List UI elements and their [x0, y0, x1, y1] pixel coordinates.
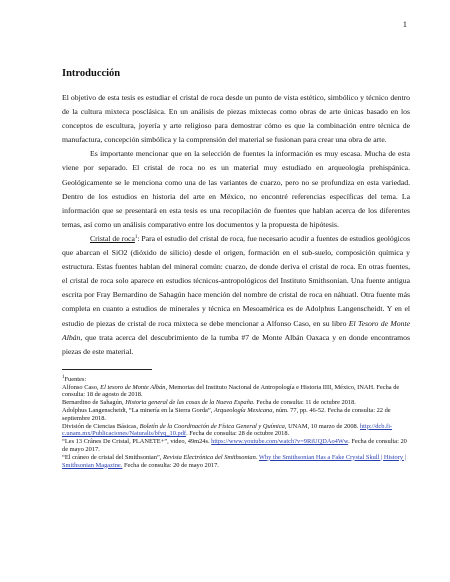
reference-caso	[62, 384, 410, 400]
footnote-number: 1	[62, 374, 65, 380]
reference-sahagun	[62, 399, 410, 407]
footnotes	[62, 376, 410, 470]
ref-title: Arqueología Mexicana	[213, 406, 273, 414]
paragraph-rock-crystal	[62, 232, 410, 359]
reference-smithsonian	[62, 454, 410, 470]
ref-title: Boletín de la Coordinación de Física General y Química	[139, 422, 285, 430]
ref-text: Alfonso Caso,	[62, 383, 101, 391]
ref-link[interactable]: http://dcb.fi-c.unam.mx/Publicaciones/Naturalis/bfyq_10.pdf	[62, 422, 393, 438]
book-title: El Tesoro de Monte Albán	[62, 318, 410, 342]
ref-link[interactable]: https://www.youtube.com/watch?v=9RiUQDAo4Ww	[211, 438, 349, 446]
paragraph-objective: El objetivo de esta tesis es estudiar el cristal de roca desde un punto de vista estético, simbólico y técnico dentro de la cultura mixteca posclásica. En un análisis de piezas mixtecas como obras de arte únicas basado en los conceptos de escultura, joyería y arte religioso para demostrar cómo es que la combinación entre técnica de manufactura, concepción simbólica y la comprensión del material se fusionan para crear una obra de arte.	[62, 93, 410, 145]
ref-text: Adolphus Langenscheidt, “La minería en la Sierra Gorda”,	[62, 406, 214, 414]
ref-text: “Les 13 Crânes De Cristal, PLANETE+”, video, 49m24s.	[62, 438, 212, 446]
ref-text: . Fecha de consulta: 11 de octubre 2018.	[253, 399, 356, 407]
rock-crystal-text-b: , que trata acerca del descubrimiento de la tumba #7 de Monte Albán Oaxaca y en donde encontramos piezas de este material.	[62, 332, 410, 356]
ref-text: .	[255, 453, 259, 461]
ref-text: , UNAM, 10 marzo de 2008.	[284, 422, 359, 430]
ref-text: División de Ciencias Básicas,	[62, 422, 140, 430]
footnote-marker[interactable]: 1	[134, 234, 138, 240]
ref-text: “El cráneo de cristal del Smithsonian”,	[62, 453, 163, 461]
footnote-divider	[62, 369, 152, 370]
page-number: 1	[402, 19, 407, 29]
page-content	[62, 68, 410, 469]
footnote-intro	[62, 376, 410, 384]
ref-text: . Fecha de consulta: 20 de mayo 2017.	[62, 438, 407, 453]
ref-link[interactable]: Why the Smithsonian Has a Fake Crystal Skull | History | Smithsonian Magazine.	[62, 453, 406, 469]
footnote-intro-text: Fuentes:	[64, 375, 87, 383]
reference-video	[62, 438, 410, 454]
rock-crystal-label: Cristal de roca	[90, 233, 135, 243]
ref-title: Historia general de las cosas de la Nueva España	[125, 399, 253, 407]
ref-text: Fecha de consulta: 20 de mayo 2017.	[122, 461, 219, 469]
ref-text: , Memorias del Instituto Nacional de Antropología e Historia IIII, México, INAH. Fecha de consulta: 18 de agosto de 2018.	[62, 383, 400, 399]
reference-unam	[62, 423, 410, 439]
ref-title: Revista Electrónica del Smithsonian	[162, 453, 256, 461]
reference-langenscheidt	[62, 407, 410, 423]
ref-text: , núm. 77, pp. 46-52. Fecha de consulta: 22 de septiembre 2018.	[62, 406, 391, 422]
ref-title: El tesoro de Monte Albán	[100, 383, 166, 391]
ref-text: Bernardino de Sahagún,	[62, 399, 126, 407]
section-heading: Introducción	[62, 68, 121, 79]
ref-text: . Fecha de consulta: 28 de octubre 2018.	[186, 430, 290, 438]
paragraph-sources: Es importante mencionar que en la selección de fuentes la información es muy escasa. Mucha de esta viene por separado. El cristal de roca no es un material muy estudiado en arqueología prehispánica. Geológicamente se le menciona como una de las variantes de cuarzo, pero no se profundiza en esta variedad. Dentro de los estudios en historia del arte en México, no encontré referencias específicas del tema. La información que se presentará en esta tesis es una recopilación de fuentes que hablan acerca de los diferentes temas, así como un análisis comparativo entre los documentos y la propuesta de hipótesis.	[62, 149, 410, 229]
rock-crystal-text-a: : Para el estudio del cristal de roca, fue necesario acudir a fuentes de estudios geológicos que abarcan el SiO2 (dióxido de silicio) desde el origen, formación en el sub-suelo, composición química y estructura. Estas fuentes hablan del mineral común: cuarzo, de donde deriva el cristal de roca. En otras fuentes, el cristal de roca solo aparece en estudios técnicos-antropológicos del Instituto Smithsonian. Una fuente antigua escrita por Fray Bernardino de Sahagún hace mención del nombre de cristal de roca en náhuatl. Otra fuente más completa en cuanto a estudios de minerales y técnica en Mesoamérica es de Adolphus Langenscheidt. Y en el estudio de piezas de cristal de roca mixteca se debe mencionar a Alfonso Caso, en su libro	[62, 233, 410, 328]
